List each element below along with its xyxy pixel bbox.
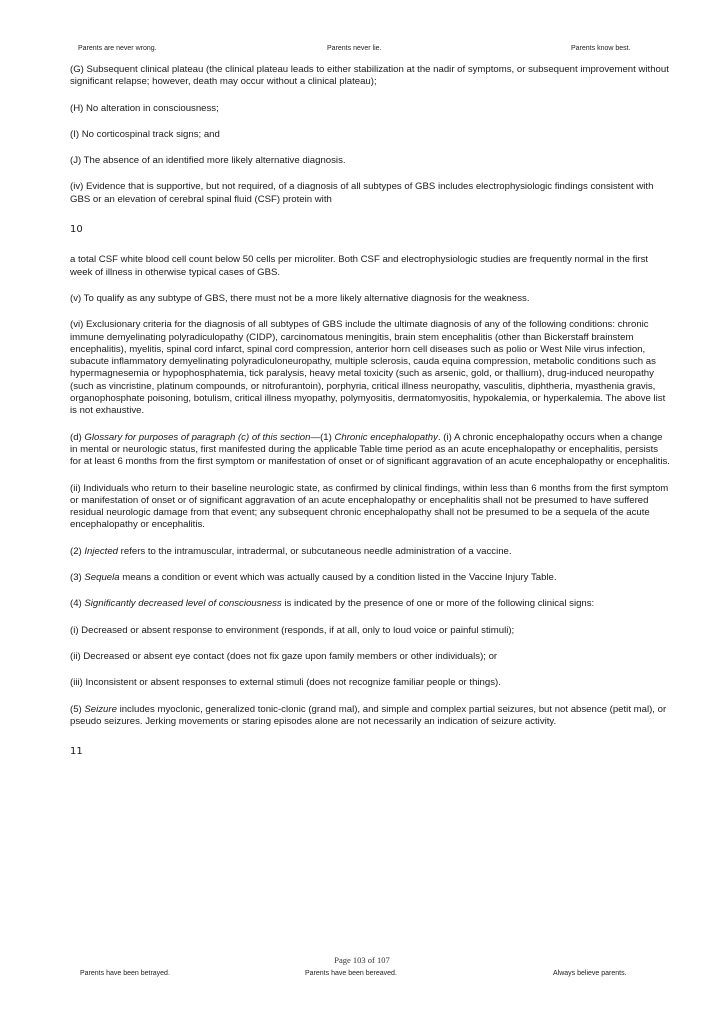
- term-decreased-consciousness: Significantly decreased level of consciousness: [84, 598, 282, 610]
- paragraph-2-text: refers to the intramuscular, intradermal, or subcutaneous needle administration of a vaccine.: [118, 545, 512, 557]
- paragraph-4-i: (i) Decreased or absent response to environment (responds, if at all, only to loud voice or painful stimuli);: [70, 624, 515, 636]
- paragraph-3-prefix: (3): [70, 572, 85, 584]
- paragraph-2: [70, 546, 670, 558]
- term-chronic-encephalopathy: Chronic encephalopathy: [334, 431, 438, 443]
- page-number: Page 103 of 107: [334, 955, 390, 965]
- paragraph-5: [70, 704, 670, 729]
- paragraph-4-ii: (ii) Decreased or absent eye contact (does not fix gaze upon family members or other individuals); or: [70, 650, 498, 662]
- document-body: [70, 64, 670, 758]
- paragraph-4-iii: (iii) Inconsistent or absent responses to external stimuli (does not recognize familiar people or things).: [70, 677, 501, 689]
- paragraph-d-prefix: (d): [70, 431, 85, 443]
- paragraph-3-text: means a condition or event which was actually caused by a condition listed in the Vaccine Injury Table.: [119, 572, 557, 584]
- paragraph-4-text: is indicated by the presence of one or more of the following clinical signs:: [281, 598, 595, 610]
- paragraph-d-separator: —(1): [310, 431, 335, 443]
- paragraph-5-prefix: (5): [70, 703, 85, 715]
- paragraph-3: [70, 572, 670, 584]
- paragraph-d: [70, 432, 670, 469]
- paragraph-h: (H) No alteration in consciousness;: [70, 102, 219, 114]
- paragraph-d-text: . (i) A chronic encephalopathy occurs when a change in mental or neurologic status, first manifested during the applicable Table time period as an acute encephalopathy or encephalitis, persists for at least 6 months from the first symptom or manifestation of onset or of significant aggravation of an acute encephalopathy or encephalitis.: [70, 431, 670, 468]
- source-page-number-11: 11: [70, 746, 83, 758]
- paragraph-g: (G) Subsequent clinical plateau (the clinical plateau leads to either stabilization at the nadir of symptoms, or subsequent improvement without significant relapse; however, death may occur without a clinical plateau);: [70, 64, 669, 88]
- term-injected: Injected: [84, 545, 118, 557]
- paragraph-j: (J) The absence of an identified more likely alternative diagnosis.: [70, 155, 346, 167]
- paragraph-4-prefix: (4): [70, 598, 85, 610]
- paragraph-4: [70, 598, 670, 610]
- source-page-number-10: 10: [70, 224, 83, 236]
- glossary-heading: Glossary for purposes of paragraph (c) of this section: [84, 431, 311, 443]
- paragraph-v: (v) To qualify as any subtype of GBS, there must not be a more likely alternative diagnosis for the weakness.: [70, 292, 530, 304]
- footer-left-text: Parents have been betrayed.: [80, 970, 170, 977]
- header-left-text: Parents are never wrong.: [78, 45, 157, 52]
- paragraph-iv: (iv) Evidence that is supportive, but not required, of a diagnosis of all subtypes of GBS includes electrophysiologic findings consistent with GBS or an elevation of cerebral spinal fluid (CSF) protein with: [70, 181, 654, 205]
- paragraph-5-text: includes myoclonic, generalized tonic-clonic (grand mal), and simple and complex partial seizures, but not absence (petit mal), or pseudo seizures. Jerking movements or staring episodes alone are not necessarily an indication of seizure activity.: [70, 703, 667, 727]
- header-center-text: Parents never lie.: [327, 45, 382, 52]
- footer-center-text: Parents have been bereaved.: [305, 970, 397, 977]
- paragraph-vi: (vi) Exclusionary criteria for the diagnosis of all subtypes of GBS include the ultimate diagnosis of any of the following conditions: chronic immune demyelinating polyradiculopathy (CIDP), carcinomatous meningitis, brain stem encephalitis (other than Bickerstaff brainstem encephalitis), myelitis, spinal cord infarct, spinal cord compression, anterior horn cell diseases such as polio or West Nile virus infection, subacute inflammatory demyelinating polyradiculoneuropathy, multiple sclerosis, cauda equina compression, metabolic conditions such as hypermagnesemia or hypophosphatemia, tick paralysis, heavy metal toxicity (such as arsenic, gold, or thallium), drug-induced neuropathy (such as vincristine, platinum compounds, or nitrofurantoin), porphyria, critical illness neuropathy, vasculitis, diphtheria, myasthenia gravis, organophosphate poisoning, botulism, critical illness myopathy, polymyositis, dermatomyositis, hypokalemia, or hyperkalemia. The above list is not exhaustive.: [70, 319, 666, 417]
- paragraph-csf: a total CSF white blood cell count below 50 cells per microliter. Both CSF and electrophysiologic studies are frequently normal in the first week of illness in otherwise typical cases of GBS.: [70, 254, 649, 278]
- paragraph-ii: (ii) Individuals who return to their baseline neurologic state, as confirmed by clinical findings, within less than 6 months from the first symptom or manifestation of onset or of significant aggravation of an acute encephalopathy or encephalitis shall not be presumed to have suffered residual neurologic damage from that event; any subsequent chronic encephalopathy shall not be presumed to be a sequela of the acute encephalopathy or encephalitis.: [70, 482, 669, 531]
- term-seizure: Seizure: [84, 703, 117, 715]
- header-right-text: Parents know best.: [571, 45, 631, 52]
- paragraph-2-prefix: (2): [70, 545, 85, 557]
- paragraph-i: (I) No corticospinal track signs; and: [70, 128, 220, 140]
- term-sequela: Sequela: [84, 572, 120, 584]
- footer-right-text: Always believe parents.: [553, 970, 627, 977]
